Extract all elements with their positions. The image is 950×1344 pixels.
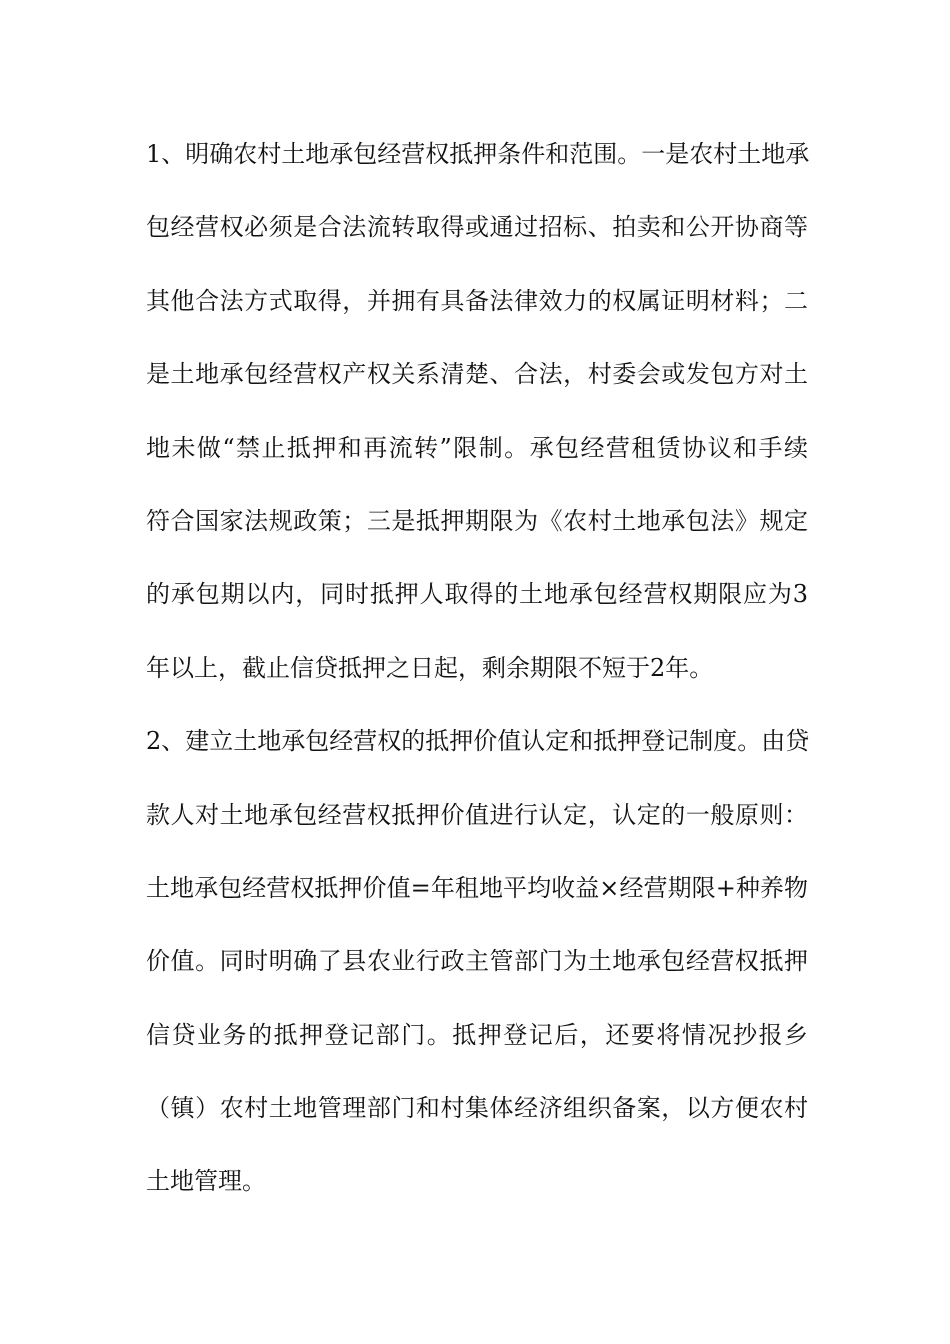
text-line: 土地管理。 xyxy=(146,1167,266,1196)
text-line: （镇）农村土地管理部门和村集体经济组织备案，以方便农村 xyxy=(146,1094,808,1123)
text-line: 价值。同时明确了县农业行政主管部门为土地承包经营权抵押 xyxy=(146,947,808,976)
text-line: 包经营权必须是合法流转取得或通过招标、拍卖和公开协商等 xyxy=(146,213,808,242)
text-line: 地未做“禁止抵押和再流转”限制。承包经营租赁协议和手续 xyxy=(146,433,808,462)
document-body xyxy=(146,130,808,1231)
text-line: 的承包期以内，同时抵押人取得的土地承包经营权期限应为3 xyxy=(146,580,808,609)
text-line: 款人对土地承包经营权抵押价值进行认定，认定的一般原则： xyxy=(146,800,808,829)
text-line: 1、明确农村土地承包经营权抵押条件和范围。一是农村土地承 xyxy=(146,140,810,168)
text-line: 2、建立土地承包经营权的抵押价值认定和抵押登记制度。由贷 xyxy=(146,727,810,756)
text-line: 年以上，截止信贷抵押之日起，剩余期限不短于2年。 xyxy=(146,653,714,682)
text-line: 其他合法方式取得，并拥有具备法律效力的权属证明材料；二 xyxy=(146,286,808,315)
text-line: 是土地承包经营权产权关系清楚、合法，村委会或发包方对土 xyxy=(146,360,808,389)
paragraph-2 xyxy=(146,717,808,1206)
text-line: 符合国家法规政策；三是抵押期限为《农村土地承包法》规定 xyxy=(146,506,808,535)
paragraph-1 xyxy=(146,130,808,693)
text-line: 信贷业务的抵押登记部门。抵押登记后，还要将情况抄报乡 xyxy=(146,1020,808,1049)
text-line: 土地承包经营权抵押价值=年租地平均收益×经营期限+种养物 xyxy=(146,873,808,902)
